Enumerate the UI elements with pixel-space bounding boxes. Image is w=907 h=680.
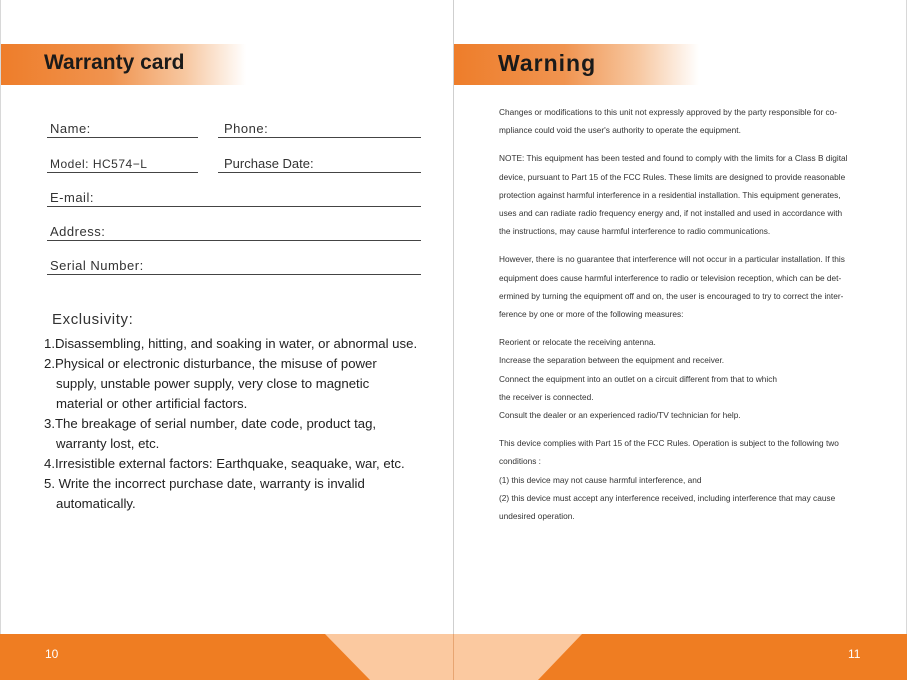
exclusivity-line: automatically.	[56, 496, 136, 511]
exclusivity-line: 4.Irresistible external factors: Earthquake, seaquake, war, etc.	[44, 456, 405, 471]
warning-line: ference by one or more of the following measures:	[499, 309, 684, 320]
warning-line: equipment does cause harmful interference to radio or television reception, which can be det-	[499, 272, 842, 283]
warning-line: Increase the separation between the equipment and receiver.	[499, 355, 725, 366]
warning-line: ermined by turning the equipment off and on, the user is encouraged to try to correct the inter-	[499, 290, 844, 301]
warning-line: uses and can radiate radio frequency energy and, if not installed and used in accordance with	[499, 208, 843, 219]
name-label: Name:	[50, 121, 91, 136]
exclusivity-line: warranty lost, etc.	[56, 436, 160, 451]
purchase-date-field[interactable]	[218, 155, 421, 173]
model-label: Model: HC574−L	[50, 157, 148, 171]
left-page-number: 10	[45, 647, 59, 661]
warning-line: Reorient or relocate the receiving antenna.	[499, 337, 656, 348]
warning-line: undesired operation.	[499, 511, 575, 522]
name-field[interactable]	[47, 120, 198, 138]
warning-line: (2) this device must accept any interference received, including interference that may cause	[499, 492, 836, 503]
footer-band	[0, 634, 907, 680]
warranty-card-title: Warranty card	[44, 51, 185, 74]
serial-number-label: Serial Number:	[50, 258, 144, 273]
warning-line: However, there is no guarantee that interference will not occur in a particular installation. If this	[499, 254, 845, 265]
warning-line: NOTE: This equipment has been tested and found to comply with the limits for a Class B digital	[499, 153, 848, 164]
exclusivity-list	[44, 334, 444, 514]
warranty-header-band	[1, 44, 246, 85]
email-label: E-mail:	[50, 190, 94, 205]
right-page-number: 11	[848, 647, 861, 661]
warning-line: This device complies with Part 15 of the FCC Rules. Operation is subject to the following two	[499, 438, 839, 449]
email-field[interactable]	[47, 189, 421, 207]
warning-line: Changes or modifications to this unit not expressly approved by the party responsible for co-	[499, 107, 838, 117]
warning-line: the receiver is connected.	[499, 391, 594, 402]
warning-line: Consult the dealer or an experienced radio/TV technician for help.	[499, 410, 741, 421]
exclusivity-line: 1.Disassembling, hitting, and soaking in water, or abnormal use.	[44, 336, 418, 351]
footer-shapes	[0, 634, 907, 680]
address-label: Address:	[50, 224, 106, 239]
warning-line: Connect the equipment into an outlet on a circuit different from that to which	[499, 373, 777, 384]
exclusivity-line: material or other artificial factors.	[56, 396, 248, 411]
warning-line: device, pursuant to Part 15 of the FCC Rules. These limits are designed to provide reasonable	[499, 171, 846, 182]
serial-number-field[interactable]	[47, 257, 421, 275]
phone-label: Phone:	[224, 121, 269, 136]
warning-page	[454, 0, 907, 680]
warning-line: (1) this device may not cause harmful interference, and	[499, 474, 702, 485]
exclusivity-line: supply, unstable power supply, very close to magnetic	[56, 376, 370, 391]
warranty-card-page	[0, 0, 453, 680]
warning-line: mpliance could void the user's authority to operate the equipment.	[499, 125, 741, 136]
warning-header-band	[454, 44, 699, 85]
warning-line: protection against harmful interference in a residential installation. This equipment generates,	[499, 189, 841, 200]
footer-gutter-line	[453, 634, 454, 680]
model-field[interactable]	[47, 155, 198, 173]
warning-text	[499, 103, 874, 525]
warning-title: Warning	[498, 50, 597, 76]
exclusivity-line: 3.The breakage of serial number, date code, product tag,	[44, 416, 377, 431]
purchase-date-label: Purchase Date:	[224, 156, 314, 171]
warning-line: the instructions, may cause harmful interference to radio communications.	[499, 226, 771, 237]
warning-line: conditions :	[499, 456, 541, 467]
exclusivity-line: 5. Write the incorrect purchase date, warranty is invalid	[44, 476, 365, 491]
exclusivity-line: 2.Physical or electronic disturbance, the misuse of power	[44, 356, 377, 371]
address-field[interactable]	[47, 223, 421, 241]
phone-field[interactable]	[218, 120, 421, 138]
exclusivity-heading: Exclusivity:	[52, 311, 134, 328]
